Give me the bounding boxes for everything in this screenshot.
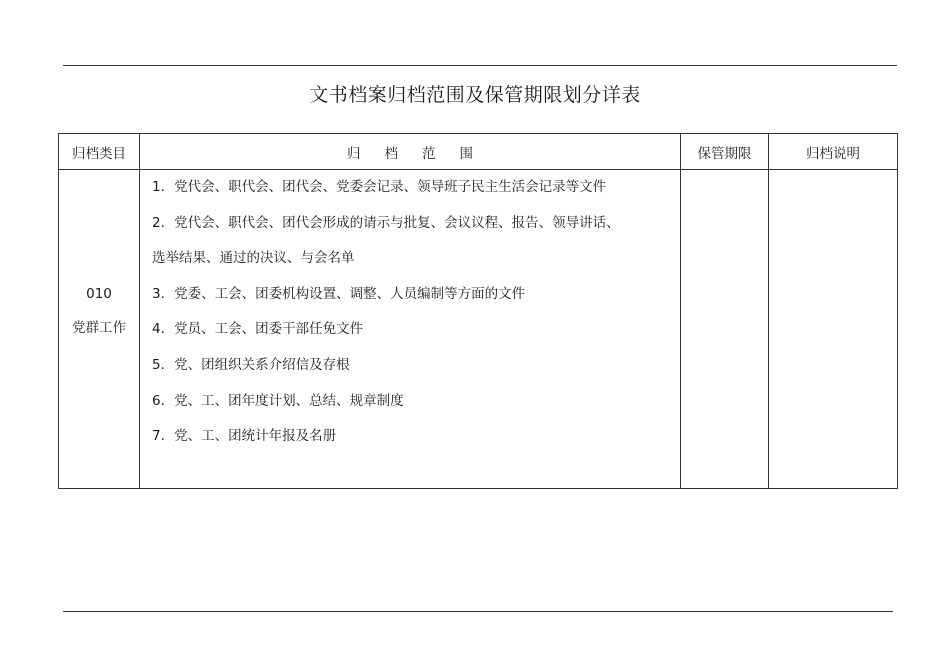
category-cell xyxy=(59,170,140,489)
range-item-2-continued: 选举结果、通过的决议、与会名单 xyxy=(152,250,355,267)
range-item-1: 1．党代会、职代会、团代会、党委会记录、领导班子民主生活会记录等文件 xyxy=(152,179,607,195)
category-name: 党群工作 xyxy=(72,320,126,336)
header-category: 归档类目 xyxy=(59,134,140,170)
header-range xyxy=(140,134,681,170)
header-retention: 保管期限 xyxy=(681,134,769,170)
bottom-rule xyxy=(63,611,893,612)
range-items-cell xyxy=(140,170,681,489)
range-item-5: 5．党、团组织关系介绍信及存根 xyxy=(152,356,350,373)
range-item-3: 3．党委、工会、团委机构设置、调整、人员编制等方面的文件 xyxy=(152,285,526,302)
retention-cell xyxy=(681,170,769,489)
table-header-row xyxy=(59,134,898,170)
range-item-2: 2．党代会、职代会、团代会形成的请示与批复、会议议程、报告、领导讲话、 xyxy=(152,214,620,231)
range-item-6: 6．党、工、团年度计划、总结、规章制度 xyxy=(152,392,404,409)
notes-cell xyxy=(769,170,898,489)
table-row xyxy=(59,170,898,489)
category-code: 010 xyxy=(86,286,112,302)
range-item-7: 7．党、工、团统计年报及名册 xyxy=(152,428,337,445)
range-item-4: 4．党员、工会、团委干部任免文件 xyxy=(152,321,364,338)
header-range-label: 归档范围 xyxy=(347,145,497,162)
header-notes: 归档说明 xyxy=(769,134,898,170)
document-title: 文书档案归档范围及保管期限划分详表 xyxy=(309,84,641,106)
archive-table xyxy=(58,133,898,489)
top-rule xyxy=(63,65,897,66)
